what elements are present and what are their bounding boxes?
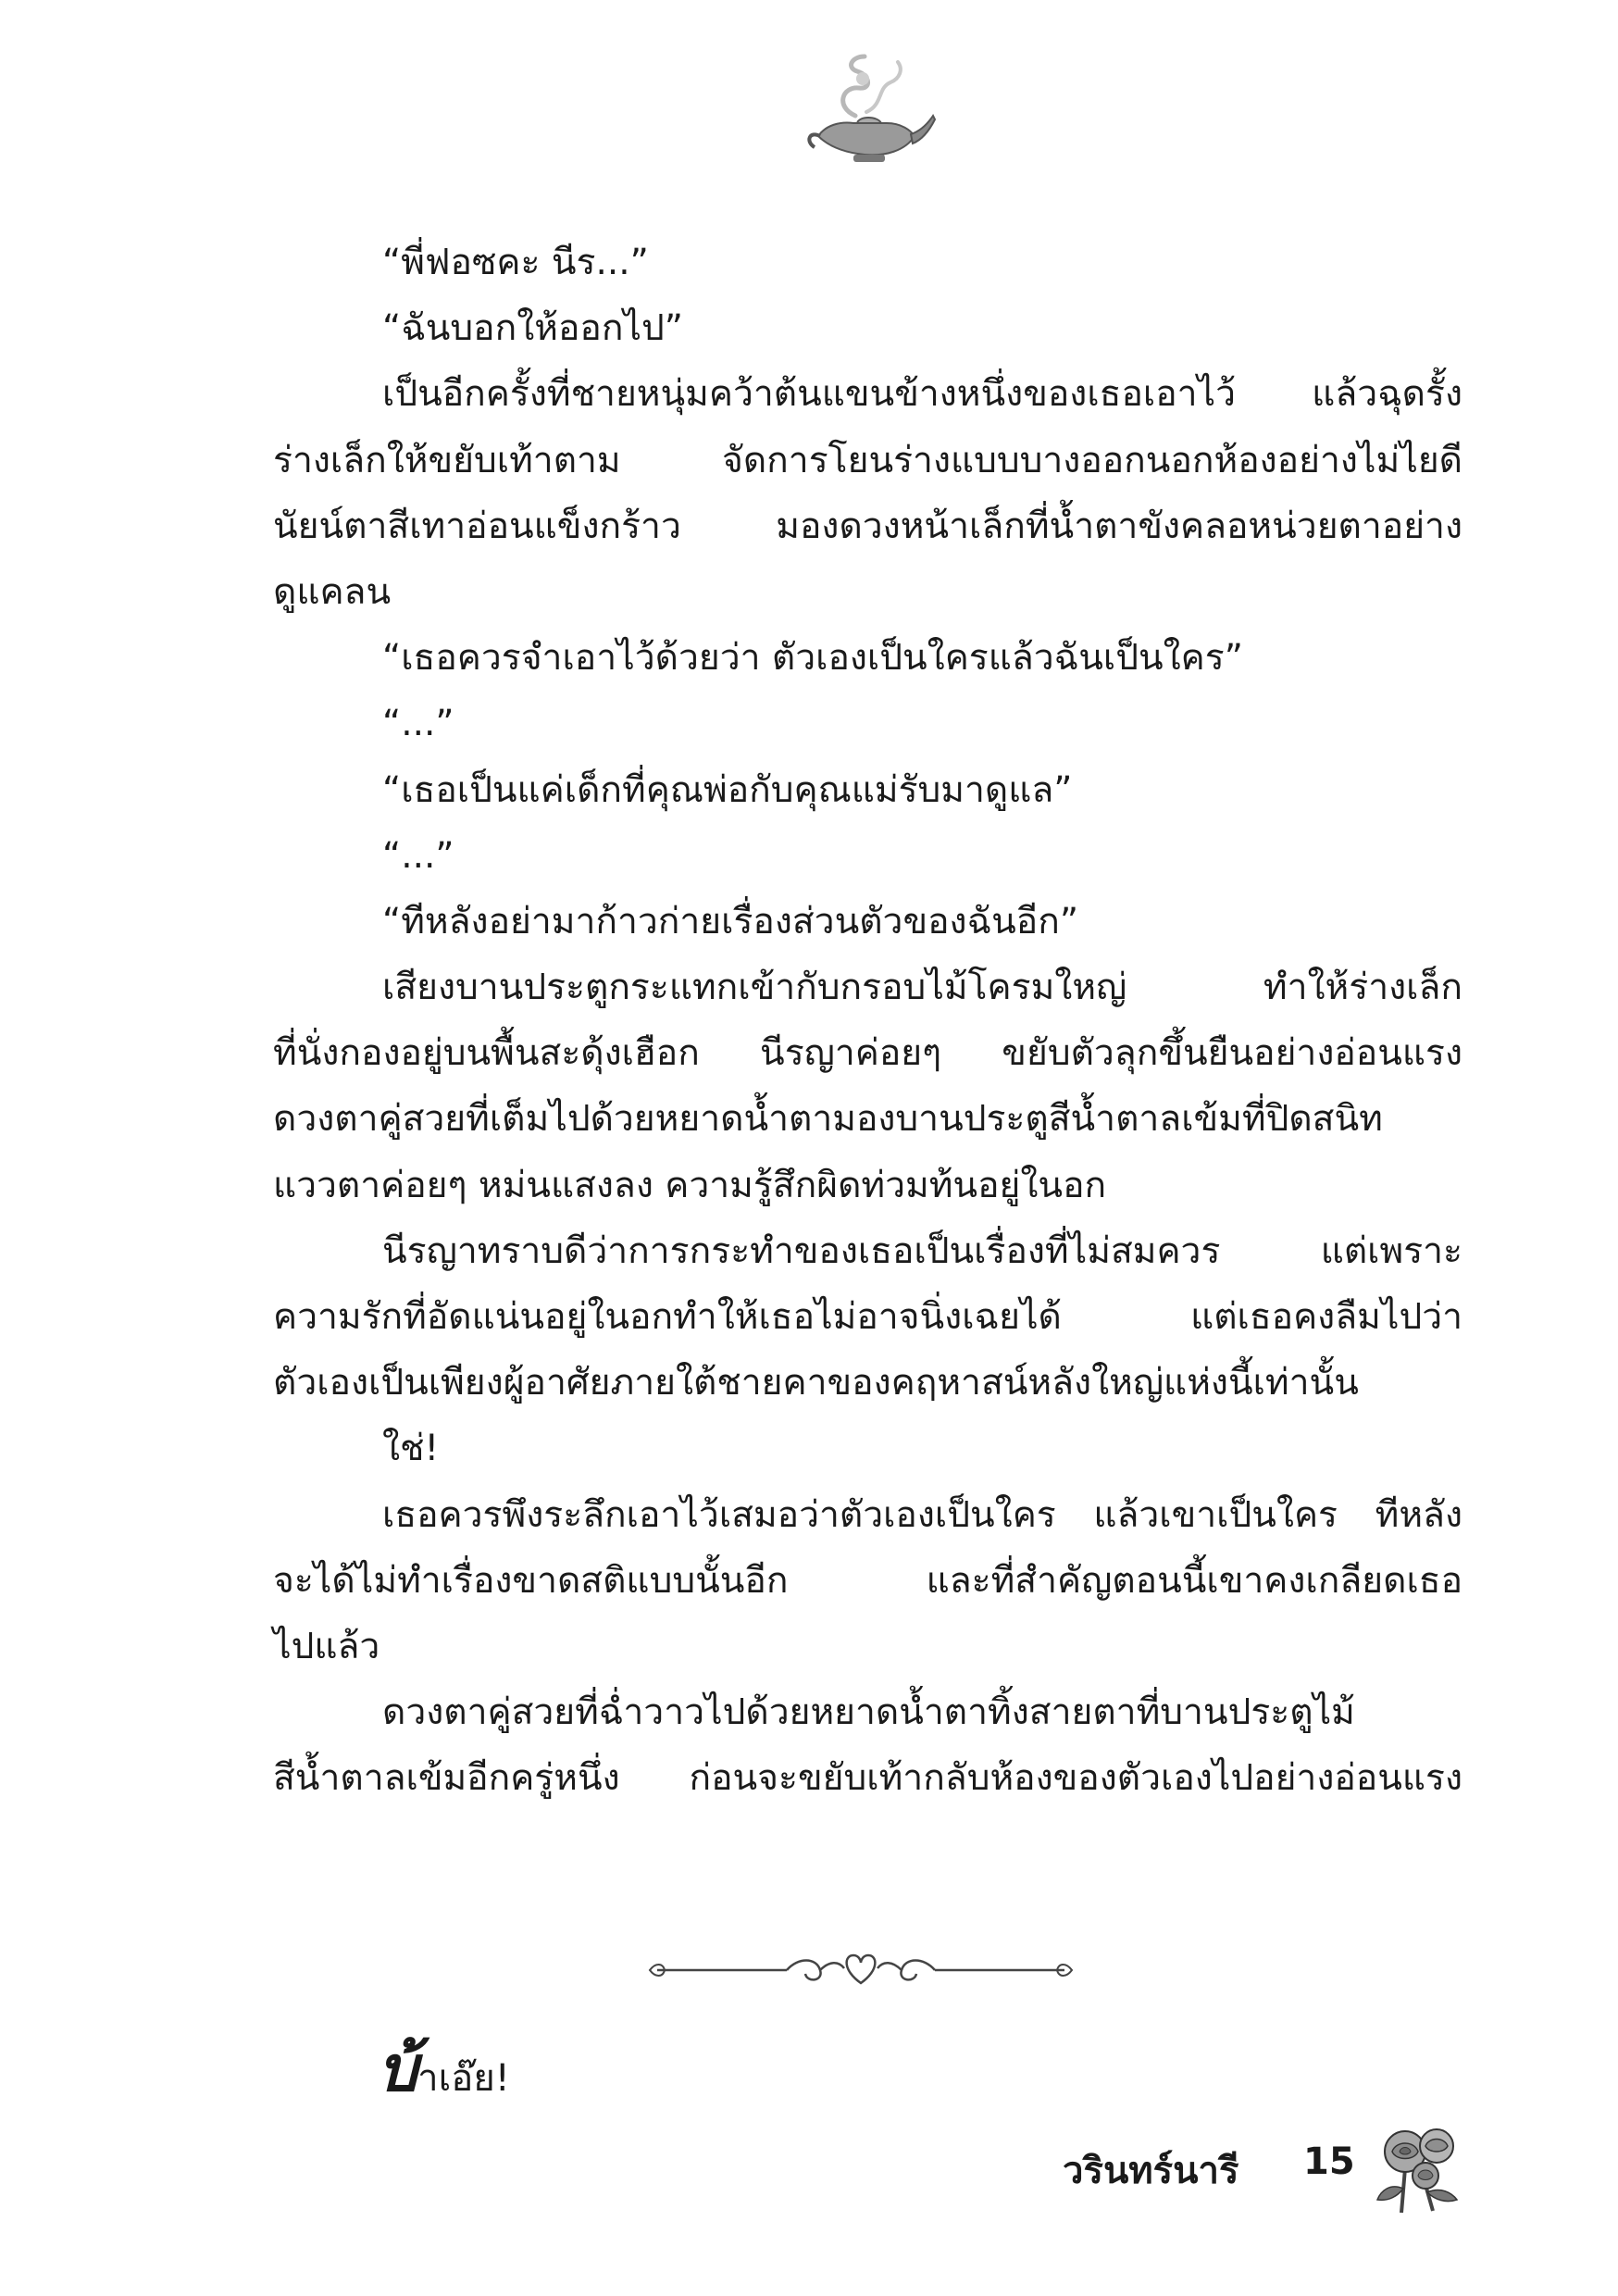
paragraph-line: ไปแล้ว bbox=[273, 1625, 380, 1667]
paragraph-line: จะได้ไม่ทำเรื่องขาดสติแบบนั้นอีก และที่สำคัญตอนนี้เขาคงเกลียดเธอ bbox=[273, 1559, 1462, 1602]
paragraph-line: ร่างเล็กให้ขยับเท้าตาม จัดการโยนร่างแบบบางออกนอกห้องอย่างไม่ไยดี bbox=[273, 439, 1462, 481]
dialogue-line: “...” bbox=[382, 703, 454, 745]
book-title: วรินทร์นารี bbox=[1063, 2150, 1239, 2192]
drop-cap: บ้ bbox=[378, 2033, 418, 2106]
dialogue-line: “พี่ฟอซคะ นีร...” bbox=[382, 242, 649, 283]
paragraph-line: เป็นอีกครั้งที่ชายหนุ่มคว้าต้นแขนข้างหนึ่งของเธอเอาไว้ แล้วฉุดรั้ง bbox=[382, 373, 1462, 416]
paragraph-line: ที่นั่งกองอยู่บนพื้นสะดุ้งเฮือก นีรญาค่อยๆ ขยับตัวลุกขึ้นยืนอย่างอ่อนแรง bbox=[273, 1032, 1462, 1075]
page-number: 15 bbox=[1303, 2140, 1355, 2183]
dialogue-line: “...” bbox=[382, 834, 454, 877]
paragraph-line: เธอควรพึงระลึกเอาไว้เสมอว่าตัวเองเป็นใคร แล้วเขาเป็นใคร ทีหลัง bbox=[382, 1493, 1462, 1536]
paragraph-line: ดวงตาคู่สวยที่เต็มไปด้วยหยาดน้ำตามองบานประตูสีน้ำตาลเข้มที่ปิดสนิท bbox=[273, 1098, 1383, 1141]
paragraph-line: นีรญาทราบดีว่าการกระทำของเธอเป็นเรื่องที่ไม่สมควร แต่เพราะ bbox=[382, 1229, 1462, 1272]
story-text bbox=[273, 230, 1462, 1812]
dialogue-line: “เธอเป็นแค่เด็กที่คุณพ่อกับคุณแม่รับมาดูแล” bbox=[382, 768, 1073, 811]
paragraph-line: นัยน์ตาสีเทาอ่อนแข็งกร้าว มองดวงหน้าเล็กที่น้ำตาขังคลอหน่วยตาอย่าง bbox=[273, 505, 1462, 547]
genie-lamp-icon bbox=[798, 51, 937, 171]
heart-flourish-divider-icon bbox=[648, 1948, 1074, 1992]
paragraph-line: ดูแคลน bbox=[273, 570, 392, 613]
paragraph-line: ดวงตาคู่สวยที่ฉ่ำวาวไปด้วยหยาดน้ำตาทิ้งสายตาที่บานประตูไม้ bbox=[382, 1691, 1355, 1734]
paragraph-line: สีน้ำตาลเข้มอีกครู่หนึ่ง ก่อนจะขยับเท้ากลับห้องของตัวเองไปอย่างอ่อนแรง bbox=[273, 1757, 1462, 1800]
drop-cap-rest: าเอ๊ย! bbox=[417, 2057, 510, 2100]
paragraph-line: เสียงบานประตูกระแทกเข้ากับกรอบไม้โครมใหญ่ ทำให้ร่างเล็ก bbox=[382, 967, 1462, 1009]
page-footer bbox=[1063, 2115, 1488, 2216]
paragraph-line: ตัวเองเป็นเพียงผู้อาศัยภายใต้ชายคาของคฤหาสน์หลังใหญ่แห่งนี้เท่านั้น bbox=[273, 1362, 1359, 1404]
next-section-opening bbox=[378, 2018, 510, 2111]
rose-icon bbox=[1368, 2115, 1470, 2216]
dialogue-line: “ฉันบอกให้ออกไป” bbox=[382, 307, 684, 350]
dialogue-line: “ทีหลังอย่ามาก้าวก่ายเรื่องส่วนตัวของฉันอีก” bbox=[382, 900, 1079, 942]
paragraph-line: ความรักที่อัดแน่นอยู่ในอกทำให้เธอไม่อาจนิ่งเฉยได้ แต่เธอคงลืมไปว่า bbox=[273, 1296, 1462, 1338]
dialogue-line: “เธอควรจำเอาไว้ด้วยว่า ตัวเองเป็นใครแล้วฉันเป็นใคร” bbox=[382, 637, 1243, 680]
paragraph-line: แววตาค่อยๆ หม่นแสงลง ความรู้สึกผิดท่วมท้นอยู่ในอก bbox=[273, 1164, 1107, 1206]
paragraph-line: ใช่! bbox=[382, 1428, 440, 1470]
